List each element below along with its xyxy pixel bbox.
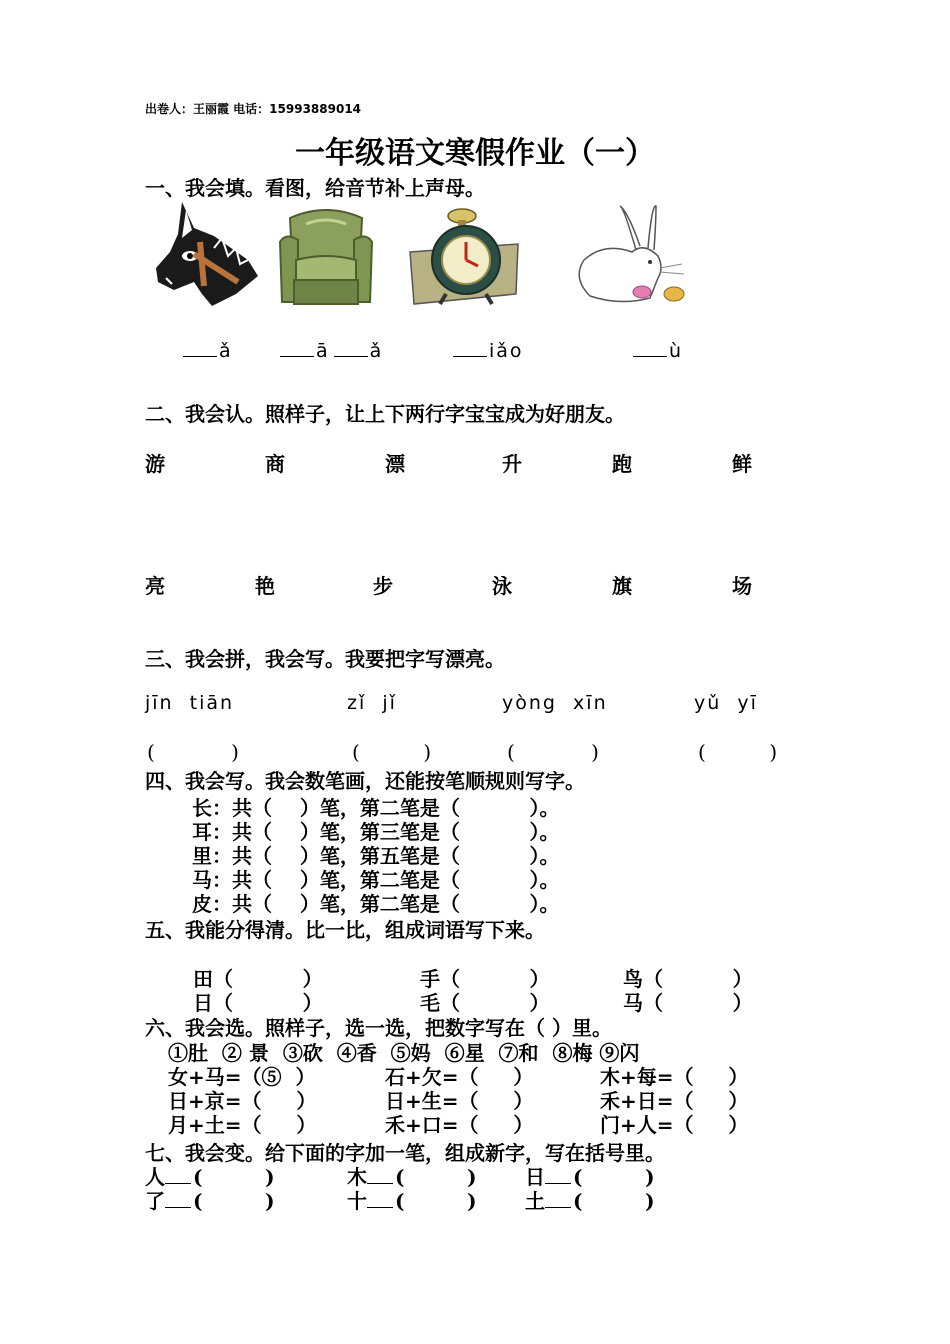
char-top-2: 商 (265, 452, 285, 476)
combo-1: 女+马=（⑤ ） (168, 1065, 316, 1089)
answer-box-4[interactable]: ( ) (698, 740, 778, 764)
section-4-heading: 四、我会写。我会数笔画，还能按笔顺规则写字。 (145, 769, 585, 793)
combo-7: 月+土=（ ） (168, 1113, 317, 1137)
combo-9: 门+人=（ ） (600, 1113, 749, 1137)
combo-3: 木+每=（ ） (600, 1065, 749, 1089)
char-top-1: 游 (145, 452, 165, 476)
blank-5[interactable] (633, 338, 667, 357)
blank-4[interactable] (453, 338, 487, 357)
rabbit-icon (570, 202, 694, 312)
combo-4: 日+京=（ ） (168, 1089, 317, 1113)
word-pair-6: 马（ ） (623, 991, 753, 1015)
section-2-heading: 二、我会认。照样子，让上下两行字宝宝成为好朋友。 (145, 402, 625, 426)
combo-6: 禾+日=（ ） (600, 1089, 749, 1113)
section-7-heading: 七、我会变。给下面的字加一笔，组成新字，写在括号里。 (145, 1141, 665, 1165)
syllable-4: ù (633, 338, 683, 362)
add-stroke-3: 日 ( ) (525, 1165, 655, 1189)
word-pair-3: 鸟（ ） (623, 967, 753, 991)
section-5-heading: 五、我能分得清。比一比，组成词语写下来。 (145, 918, 545, 942)
blank-2[interactable] (280, 338, 314, 357)
horse-icon (152, 198, 264, 310)
char-bottom-5: 旗 (612, 574, 632, 598)
answer-box-1[interactable]: ( ) (147, 740, 239, 764)
combo-2: 石+欠=（ ） (385, 1065, 534, 1089)
combo-8: 禾+口=（ ） (385, 1113, 534, 1137)
clock-icon (406, 200, 522, 310)
sofa-icon (276, 202, 376, 310)
section-6-heading: 六、我会选。照样子，选一选，把数字写在（ ）里。 (145, 1016, 612, 1040)
char-bottom-6: 场 (732, 574, 752, 598)
add-stroke-6: 土 ( ) (525, 1189, 655, 1213)
answer-box-2[interactable]: ( ) (352, 740, 432, 764)
add-stroke-5: 十 ( ) (347, 1189, 477, 1213)
char-bottom-4: 泳 (492, 574, 512, 598)
page-title: 一年级语文寒假作业（一） (295, 136, 655, 171)
combo-5: 日+生=（ ） (385, 1089, 534, 1113)
stroke-line-4: 马：共（ ）笔，第二笔是（ ）。 (192, 868, 560, 892)
author-line: 出卷人：王丽霞 电话：15993889014 (145, 102, 362, 116)
char-top-6: 鲜 (732, 452, 752, 476)
add-stroke-4: 了 ( ) (145, 1189, 275, 1213)
option-list: ①肚 ② 景 ③砍 ④香 ⑤妈 ⑥星 ⑦和 ⑧梅 ⑨闪 (168, 1041, 640, 1065)
pinyin-4: yǔ yī (694, 692, 758, 714)
word-pair-5: 毛（ ） (420, 991, 550, 1015)
add-stroke-1: 人 ( ) (145, 1165, 275, 1189)
blank-3[interactable] (334, 338, 368, 357)
section-1-heading: 一、我会填。看图，给音节补上声母。 (145, 176, 485, 200)
stroke-line-3: 里：共（ ）笔，第五笔是（ ）。 (192, 844, 560, 868)
add-stroke-2: 木 ( ) (347, 1165, 477, 1189)
stroke-line-2: 耳：共（ ）笔，第三笔是（ ）。 (192, 820, 560, 844)
syllable-2: ā ǎ (280, 338, 383, 362)
char-bottom-3: 步 (373, 574, 393, 598)
blank-1[interactable] (183, 338, 217, 357)
word-pair-1: 田（ ） (193, 967, 323, 991)
pinyin-1: jīn tiān (145, 692, 235, 714)
char-bottom-1: 亮 (145, 574, 165, 598)
pinyin-2: zǐ jǐ (347, 692, 397, 714)
stroke-line-1: 长：共（ ）笔，第二笔是（ ）。 (192, 796, 560, 820)
word-pair-4: 日（ ） (193, 991, 323, 1015)
char-top-5: 跑 (612, 452, 632, 476)
section-3-heading: 三、我会拼，我会写。我要把字写漂亮。 (145, 647, 505, 671)
pinyin-3: yòng xīn (502, 692, 608, 714)
syllable-1: ǎ (183, 338, 233, 362)
char-top-4: 升 (502, 452, 522, 476)
word-pair-2: 手（ ） (420, 967, 550, 991)
syllable-3: iǎo (453, 338, 524, 362)
stroke-line-5: 皮：共（ ）笔，第二笔是（ ）。 (192, 892, 560, 916)
char-bottom-2: 艳 (255, 574, 275, 598)
char-top-3: 漂 (385, 452, 405, 476)
answer-box-3[interactable]: ( ) (507, 740, 599, 764)
